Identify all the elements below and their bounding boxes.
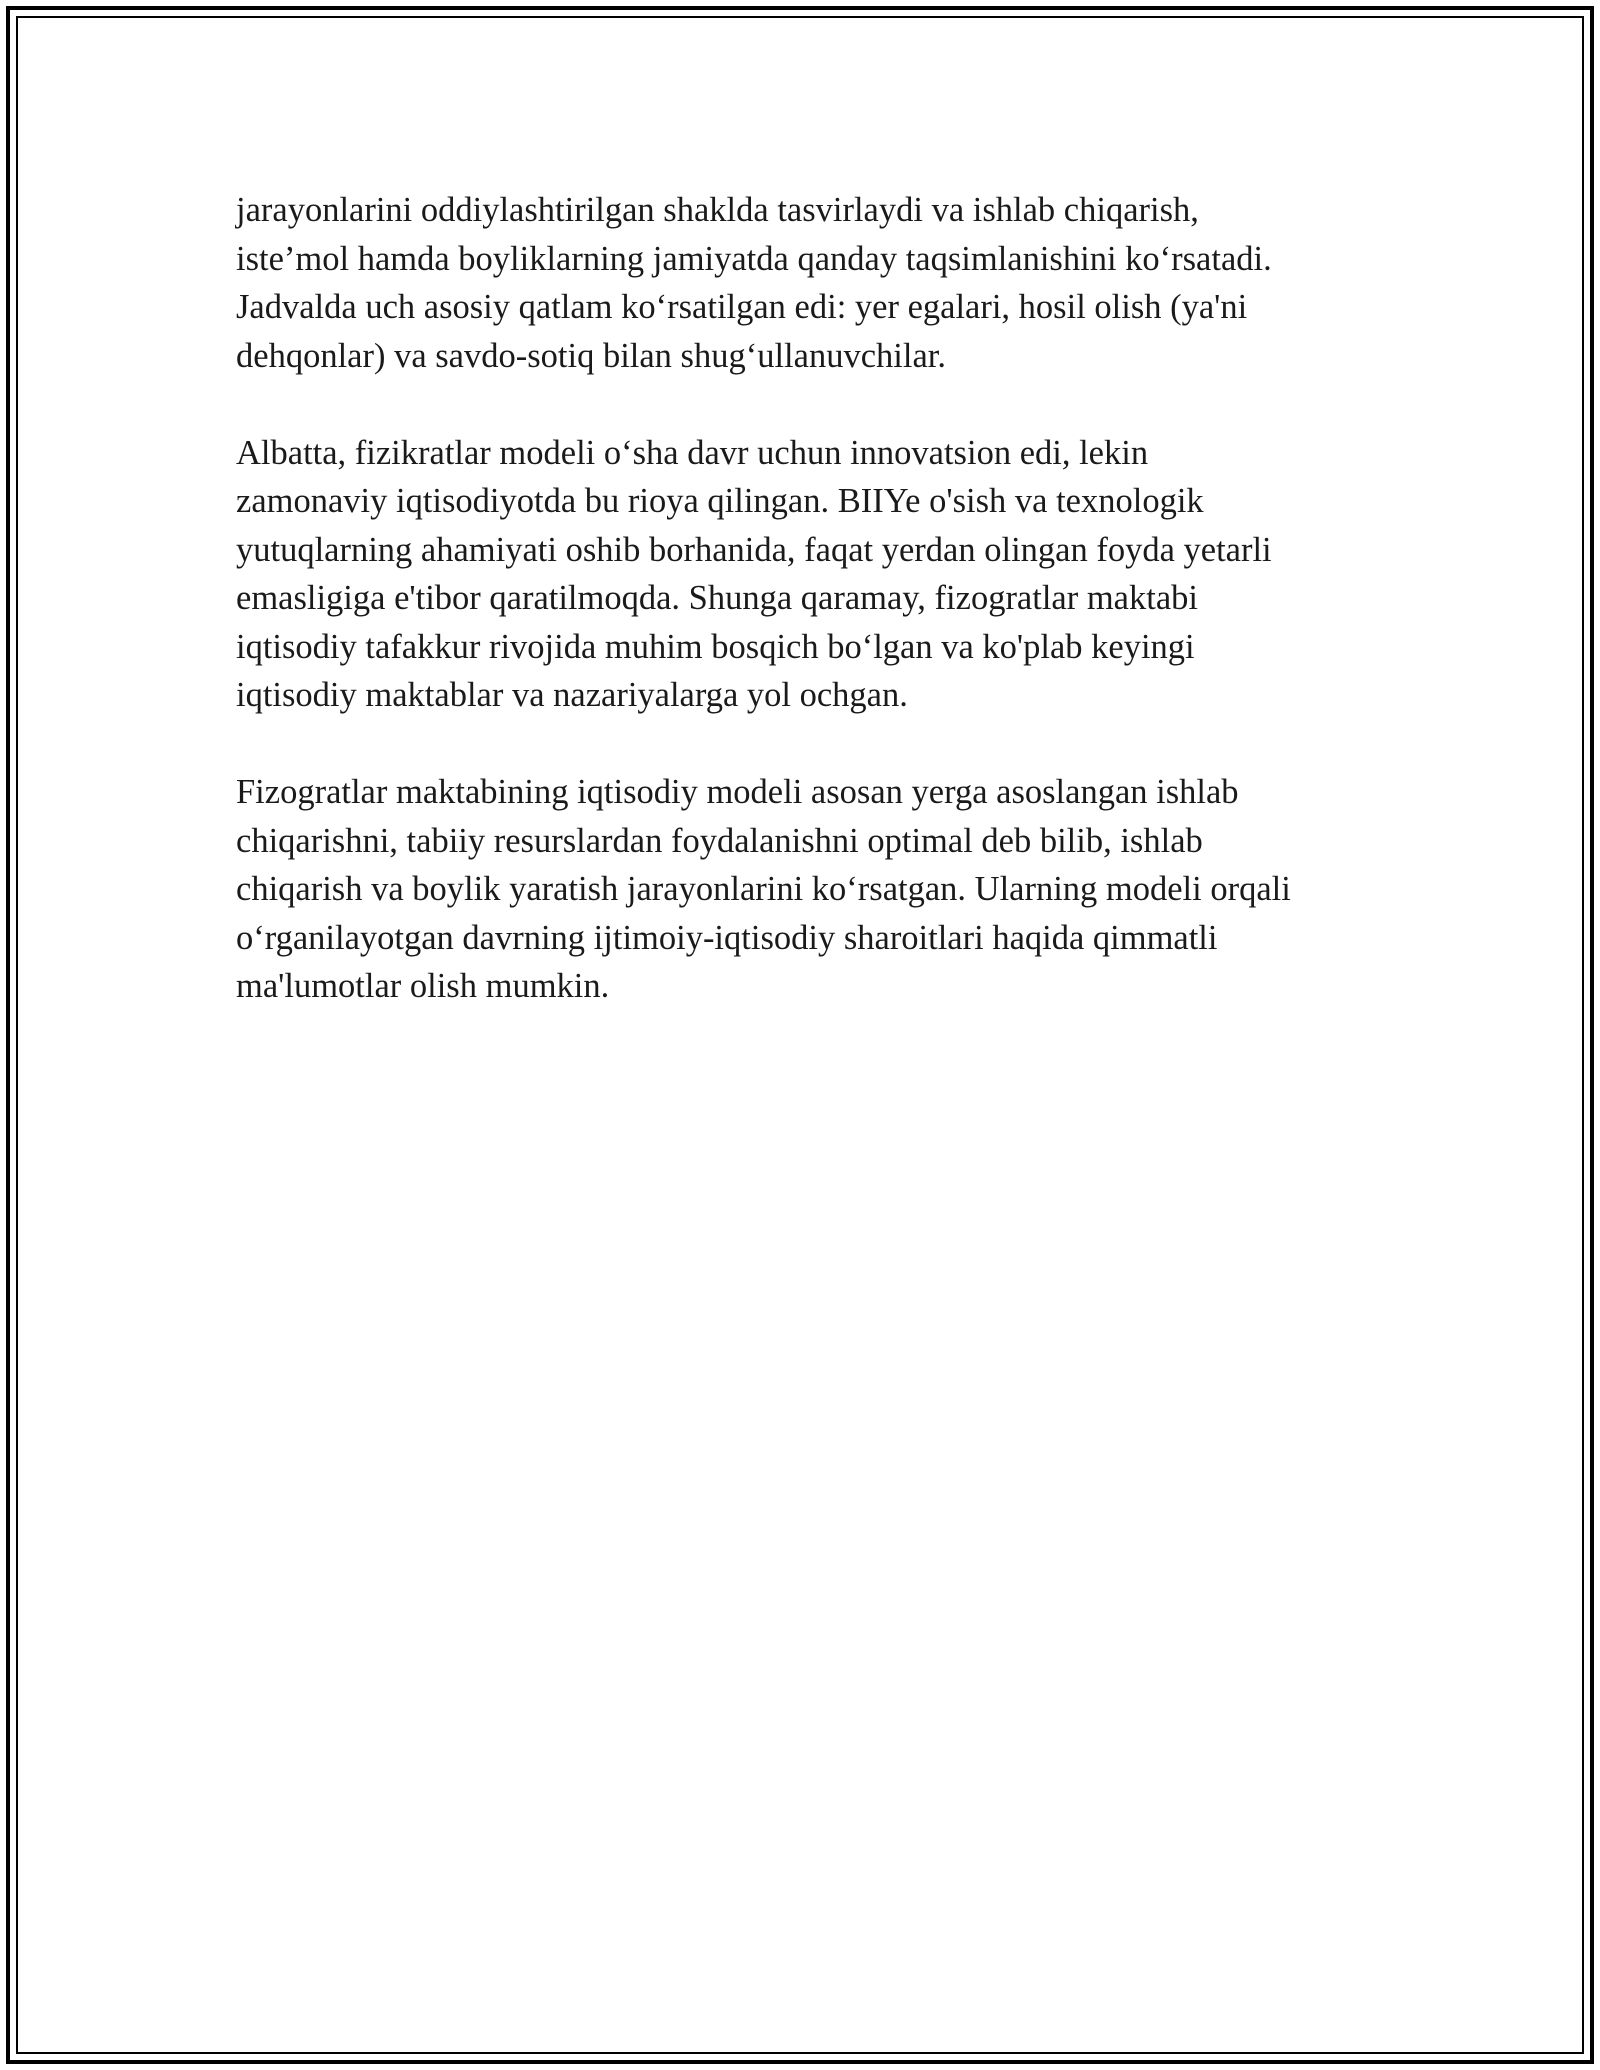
text-line: iste’mol hamda boyliklarning jamiyatda qanday taqsimlanishini ko‘rsatadi. xyxy=(236,239,1272,278)
text-line: Fizogratlar maktabining iqtisodiy modeli asosan yerga asoslangan ishlab xyxy=(236,773,1239,811)
text-line: iqtisodiy tafakkur rivojida muhim bosqich bo‘lgan va ko'plab keyingi xyxy=(236,627,1195,666)
text-line: chiqarish va boylik yaratish jarayonlarini ko‘rsatgan. Ularning modeli orqali xyxy=(236,870,1291,908)
text-line: yutuqlarning ahamiyati oshib borhanida, faqat yerdan olingan foyda yetarli xyxy=(236,530,1272,569)
text-line: Jadvalda uch asosiy qatlam ko‘rsatilgan edi: yer egalari, hosil olish (ya'ni xyxy=(236,288,1248,326)
paragraph-1 xyxy=(236,186,1406,380)
text-line: emasligiga e'tibor qaratilmoqda. Shunga qaramay, fizogratlar maktabi xyxy=(236,579,1198,617)
text-line: iqtisodiy maktablar va nazariyalarga yol ochgan. xyxy=(236,676,908,714)
text-line: zamonaviy iqtisodiyotda bu rioya qilingan. BIIYe o'sish va texnologik xyxy=(236,482,1204,520)
document-body xyxy=(236,186,1406,1059)
text-line: chiqarishni, tabiiy resurslardan foydalanishni optimal deb bilib, ishlab xyxy=(236,821,1203,860)
text-line: o‘rganilayotgan davrning ijtimoiy-iqtisodiy sharoitlari haqida qimmatli xyxy=(236,918,1218,957)
text-line: dehqonlar) va savdo-sotiq bilan shug‘ullanuvchilar. xyxy=(236,336,946,375)
paragraph-2 xyxy=(236,429,1406,720)
text-line: ma'lumotlar olish mumkin. xyxy=(236,967,610,1005)
text-line: jarayonlarini oddiylashtirilgan shaklda tasvirlaydi va ishlab chiqarish, xyxy=(236,191,1199,229)
text-line: Albatta, fizikratlar modeli o‘sha davr uchun innovatsion edi, lekin xyxy=(236,433,1149,472)
paragraph-3 xyxy=(236,768,1406,1011)
